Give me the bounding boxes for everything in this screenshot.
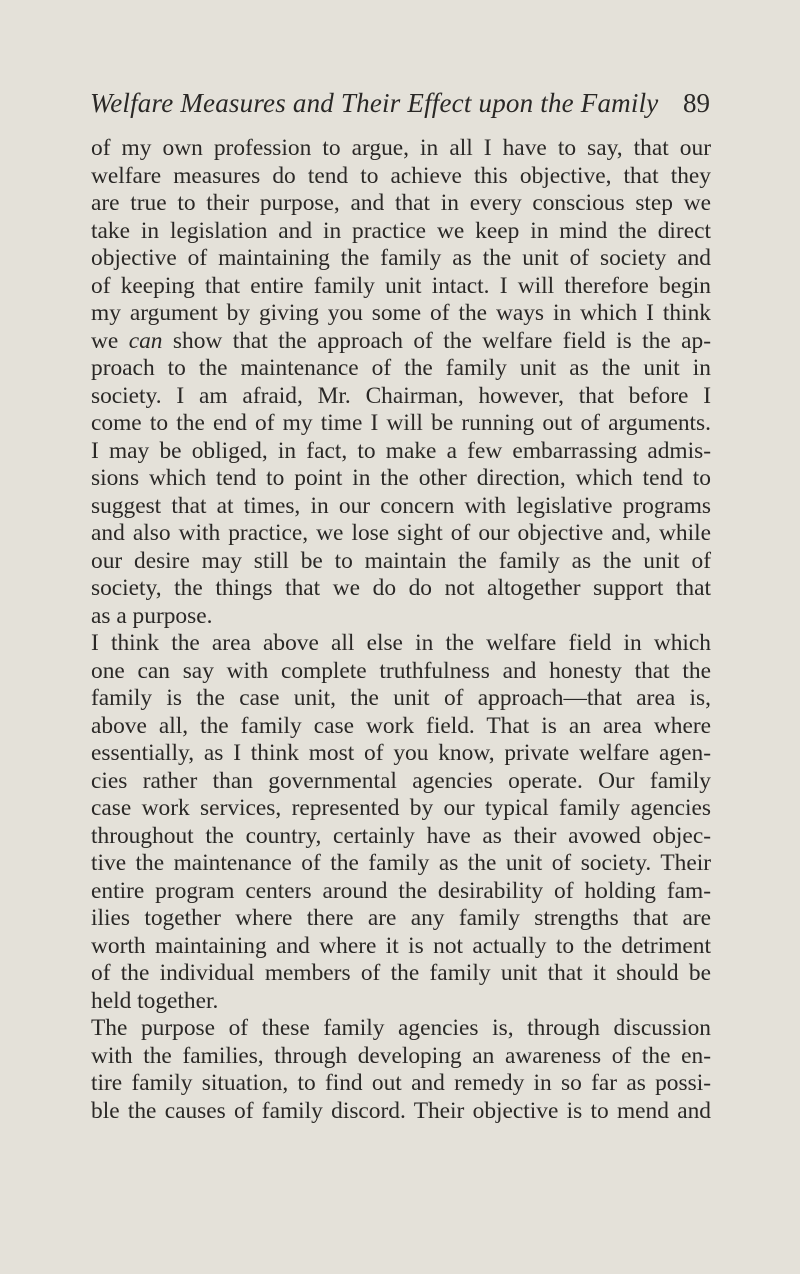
text-line: we can show that the approach of the welfare field is the ap- (91, 327, 711, 354)
text-line: society. I am afraid, Mr. Chairman, however, that before I (91, 382, 711, 409)
body-text (91, 135, 711, 1125)
text-line: come to the end of my time I will be running out of arguments. (91, 410, 711, 436)
text-line: one can say with complete truthfulness and honesty that the (91, 657, 711, 684)
text-line: proach to the maintenance of the family unit as the unit in (91, 355, 711, 381)
text-line: above all, the family case work field. That is an area where (91, 712, 711, 739)
page-number: 89 (683, 88, 710, 118)
text-line: essentially, as I think most of you know, private welfare agen- (91, 740, 711, 766)
text-line: entire program centers around the desirability of holding fam- (91, 877, 711, 904)
text-line: our desire may still be to maintain the family as the unit of (91, 547, 711, 574)
text-line: society, the things that we do do not altogether support that (91, 575, 711, 601)
text-line: are true to their purpose, and that in every conscious step we (91, 190, 711, 216)
text-line: ilies together where there are any family strengths that are (91, 905, 711, 931)
text-line: of keeping that entire family unit intact. I will therefore begin (91, 272, 711, 299)
text-line: welfare measures do tend to achieve this objective, that they (91, 162, 711, 189)
text-line: case work services, represented by our typical family agencies (91, 795, 711, 821)
text-line: cies rather than governmental agencies operate. Our family (91, 767, 711, 794)
text-line: I may be obliged, in fact, to make a few embarrassing admis- (91, 437, 711, 464)
text-line: family is the case unit, the unit of approach—that area is, (91, 685, 711, 711)
text-line: worth maintaining and where it is not actually to the detriment (91, 932, 711, 959)
text-line: suggest that at times, in our concern with legislative programs (91, 492, 711, 519)
text-line: held together. (91, 987, 219, 1014)
text-line: take in legislation and in practice we keep in mind the direct (91, 217, 711, 244)
running-title: Welfare Measures and Their Effect upon the Family (90, 88, 659, 118)
text-line: and also with practice, we lose sight of our objective and, while (91, 520, 711, 546)
text-line: I think the area above all else in the welfare field in which (91, 630, 711, 656)
text-line: as a purpose. (91, 602, 213, 629)
text-line: objective of maintaining the family as the unit of society and (91, 245, 711, 271)
text-line: The purpose of these family agencies is, through discussion (91, 1015, 711, 1041)
text-line: my argument by giving you some of the ways in which I think (91, 300, 711, 326)
page-header (90, 88, 710, 128)
text-line: with the families, through developing an awareness of the en- (91, 1042, 711, 1069)
text-line: ble the causes of family discord. Their objective is to mend and (91, 1097, 711, 1124)
text-line: of my own profession to argue, in all I have to say, that our (91, 135, 711, 161)
text-line: tire family situation, to find out and remedy in so far as possi- (91, 1070, 711, 1096)
text-line: tive the maintenance of the family as the unit of society. Their (91, 850, 711, 876)
text-line: throughout the country, certainly have as their avowed objec- (91, 822, 711, 849)
text-line: of the individual members of the family unit that it should be (91, 960, 711, 986)
text-line: sions which tend to point in the other direction, which tend to (91, 465, 711, 491)
